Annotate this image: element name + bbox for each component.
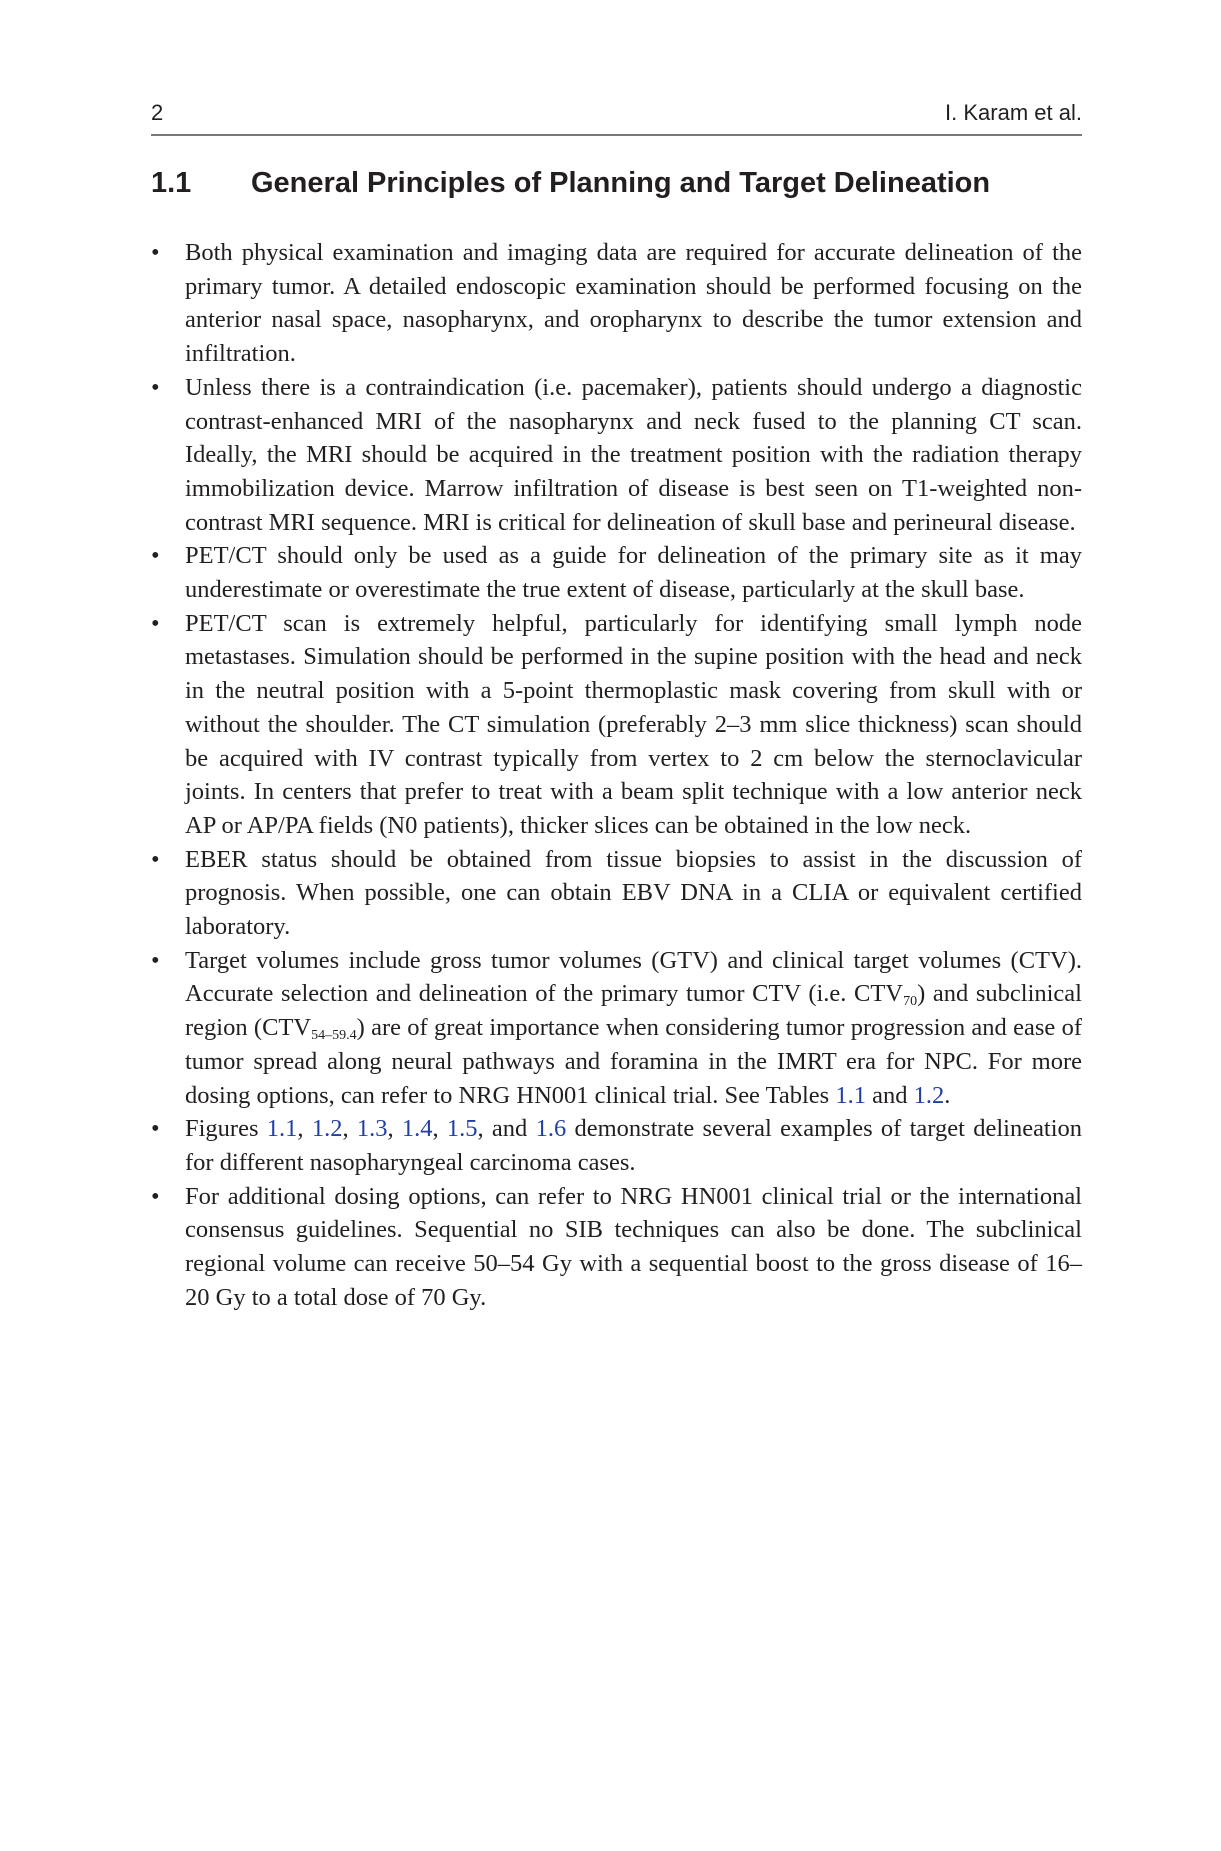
section-title: General Principles of Planning and Target Delineation — [251, 167, 991, 199]
bullet-text: For additional dosing options, can refer to NRG HN001 clinical trial or the international consensus guidelines. Sequential no SIB techniques can also be done. The subclinical regional volume can receive 50–54 Gy with a sequential boost to the gross disease of 16–20 Gy to a total dose of 70 Gy. — [185, 1182, 1082, 1311]
figure-link-1-2[interactable]: 1.2 — [311, 1115, 343, 1143]
bullet-item — [151, 236, 1082, 371]
bullet-text — [185, 947, 1082, 1109]
running-head — [151, 96, 1082, 130]
text-segment: Target volumes include gross tumor volumes (GTV) and clinical target volumes (CTV). Accurate selection and delineation of the primary tumor CTV (i.e. CTV — [185, 946, 1082, 1008]
text-segment: ) and subclinical region (CTV — [185, 980, 1082, 1042]
bullet-marker: • — [151, 239, 160, 266]
section-number: 1.1 — [151, 167, 192, 199]
text-segment: . — [944, 1081, 951, 1109]
bullet-marker: • — [151, 1182, 160, 1210]
bullet-item — [151, 843, 1082, 944]
bullet-text: Both physical examination and imaging data are required for accurate delineation of the primary tumor. A detailed endoscopic examination should be performed focusing on the anterior nasal space, nasopharynx, and oropharynx to describe the tumor extension and infiltration. — [185, 239, 1082, 368]
text-segment: ) are of great importance when considering tumor progression and ease of tumor spread along neural pathways and foramina in the IMRT era for NPC. For more dosing options, can refer to NRG HN001 clinical trial. See Tables — [185, 1014, 1082, 1109]
book-page — [151, 0, 1082, 1851]
bullet-text: EBER status should be obtained from tissue biopsies to assist in the discussion of prognosis. When possible, one can obtain EBV DNA in a CLIA or equivalent certified laboratory. — [185, 845, 1082, 941]
bullet-marker: • — [151, 946, 160, 974]
bullet-item-target-volumes — [151, 944, 1082, 1113]
text-segment: demonstrate several examples of target delineation for different nasopharyngeal carcinoma cases. — [185, 1115, 1083, 1176]
bullet-item-figures — [151, 1112, 1082, 1179]
bullet-item — [151, 371, 1082, 540]
text-segment: , — [297, 1115, 312, 1143]
bullet-text: PET/CT scan is extremely helpful, particularly for identifying small lymph node metastases. Simulation should be performed in the supine position with the head and neck in the neutral position with a 5-point thermoplastic mask covering from skull with or without the shoulder. The CT simulation (preferably 2–3 mm slice thickness) scan should be acquired with IV contrast typically from vertex to 2 cm below the sternoclavicular joints. In centers that prefer to treat with a beam split technique with a low anterior neck AP or AP/PA fields (N0 patients), thicker slices can be obtained in the low neck. — [185, 609, 1082, 839]
figure-link-1-1[interactable]: 1.1 — [266, 1115, 298, 1143]
bullet-text: PET/CT should only be used as a guide for delineation of the primary site as it may underestimate or overestimate the true extent of disease, particularly at the skull base. — [185, 542, 1082, 604]
bullet-marker: • — [151, 542, 160, 570]
bullet-marker: • — [151, 1115, 160, 1143]
bullet-marker: • — [151, 609, 160, 637]
bullet-list — [151, 236, 1082, 1315]
bullet-item — [151, 1180, 1082, 1315]
bullet-text: Unless there is a contraindication (i.e. pacemaker), patients should undergo a diagnostic contrast-enhanced MRI of the nasopharynx and neck fused to the planning CT scan. Ideally, the MRI should be acquired in the treatment position with the radiation therapy immobilization device. Marrow infiltration of disease is best seen on T1-weighted non-contrast MRI sequence. MRI is critical for delineation of skull base and perineural disease. — [185, 373, 1082, 536]
figure-link-1-4[interactable]: 1.4 — [401, 1115, 433, 1143]
bullet-item — [151, 539, 1082, 606]
figure-link-1-5[interactable]: 1.5 — [446, 1115, 478, 1143]
text-segment: Figures — [185, 1115, 267, 1143]
bullet-item — [151, 607, 1082, 843]
page-number: 2 — [151, 100, 164, 125]
text-segment: and — [865, 1081, 914, 1109]
subscript: 70 — [903, 994, 918, 1010]
running-head-author: I. Karam et al. — [945, 100, 1082, 125]
subscript: 54–59.4 — [311, 1028, 357, 1044]
text-segment: , — [387, 1115, 402, 1143]
text-segment: , — [342, 1115, 357, 1143]
figure-link-1-3[interactable]: 1.3 — [356, 1115, 388, 1143]
section-heading — [151, 163, 1082, 203]
table-link-1-2[interactable]: 1.2 — [913, 1081, 945, 1109]
bullet-text — [185, 1115, 1082, 1176]
header-rule — [151, 134, 1082, 136]
bullet-marker: • — [151, 373, 160, 401]
text-segment: , — [432, 1115, 447, 1143]
bullet-marker: • — [151, 845, 160, 873]
table-link-1-1[interactable]: 1.1 — [835, 1081, 866, 1109]
figure-link-1-6[interactable]: 1.6 — [535, 1115, 567, 1143]
text-segment: , and — [477, 1115, 536, 1143]
